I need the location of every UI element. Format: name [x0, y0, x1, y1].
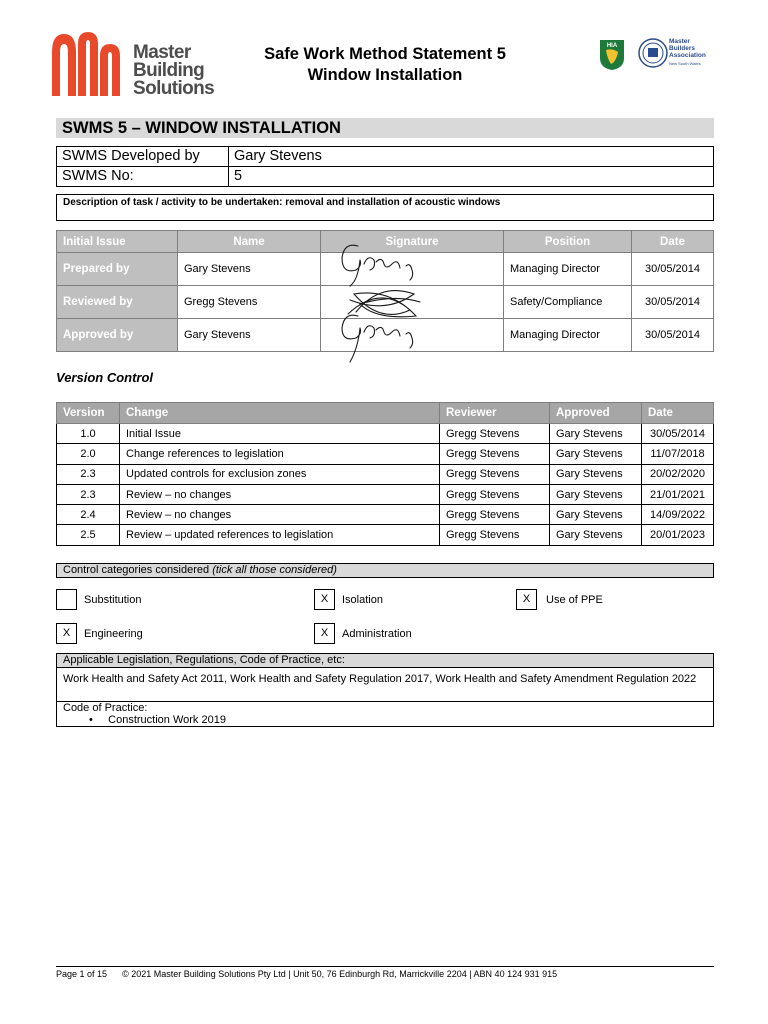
- reviewer-cell: Gregg Stevens: [440, 424, 550, 444]
- engineering-label: Engineering: [84, 628, 143, 640]
- version-cell: 2.0: [57, 444, 120, 464]
- col-signature: Signature: [321, 231, 504, 253]
- col-version: Version: [57, 403, 120, 424]
- control-categories-heading: [56, 563, 714, 578]
- isolation-label: Isolation: [342, 594, 383, 606]
- swms-info-table: [56, 146, 714, 187]
- role-cell: Prepared by: [57, 253, 178, 286]
- approved-cell: Gary Stevens: [550, 424, 642, 444]
- mba-subtitle: New South Wales: [669, 61, 701, 66]
- col-date: Date: [632, 231, 714, 253]
- legislation-text: Work Health and Safety Act 2011, Work Health and Safety Regulation 2017, Work Health and Safety Amendment Regulation 2022: [57, 668, 713, 702]
- name-cell: Gary Stevens: [178, 319, 321, 352]
- date-cell: 11/07/2018: [642, 444, 714, 464]
- reviewer-cell: Gregg Stevens: [440, 505, 550, 525]
- code-of-practice: [57, 702, 713, 726]
- isolation-checkbox[interactable]: X: [314, 589, 335, 610]
- code-of-practice-item: Construction Work 2019: [108, 714, 226, 726]
- change-cell: Review – no changes: [120, 505, 440, 525]
- table-row: [57, 464, 714, 484]
- version-control-heading: Version Control: [56, 370, 154, 385]
- approved-cell: Gary Stevens: [550, 505, 642, 525]
- swms-no-value: 5: [229, 167, 714, 187]
- logo-line-3: Solutions: [133, 78, 215, 99]
- code-of-practice-label: Code of Practice:: [63, 702, 148, 714]
- ppe-checkbox[interactable]: X: [516, 589, 537, 610]
- col-change: Change: [120, 403, 440, 424]
- position-cell: Safety/Compliance: [504, 286, 632, 319]
- version-cell: 2.3: [57, 464, 120, 484]
- name-cell: Gregg Stevens: [178, 286, 321, 319]
- version-control-table: [56, 402, 714, 546]
- version-header-row: [57, 403, 714, 424]
- table-row: [57, 424, 714, 444]
- signature-cell: [321, 253, 504, 286]
- mba-line-3: Association: [669, 52, 706, 59]
- table-row: [57, 525, 714, 545]
- administration-checkbox[interactable]: X: [314, 623, 335, 644]
- table-row: [57, 505, 714, 525]
- page-footer: [56, 969, 557, 979]
- change-cell: Initial Issue: [120, 424, 440, 444]
- approved-cell: Gary Stevens: [550, 484, 642, 504]
- footer-divider: [56, 966, 714, 967]
- reviewer-cell: Gregg Stevens: [440, 444, 550, 464]
- table-row: [57, 253, 714, 286]
- task-description: Description of task / activity to be undertaken: removal and installation of acoustic windows: [56, 194, 714, 221]
- swms-no-label: SWMS No:: [57, 167, 229, 187]
- position-cell: Managing Director: [504, 319, 632, 352]
- date-cell: 30/05/2014: [632, 253, 714, 286]
- role-cell: Approved by: [57, 319, 178, 352]
- issue-header-row: [57, 231, 714, 253]
- control-categories-note: (tick all those considered): [212, 564, 337, 576]
- date-cell: 30/05/2014: [632, 286, 714, 319]
- company-logo: [50, 32, 220, 98]
- logo-line-1: Master: [133, 42, 191, 63]
- table-row: [57, 286, 714, 319]
- change-cell: Updated controls for exclusion zones: [120, 464, 440, 484]
- control-categories-title: Control categories considered: [63, 564, 210, 576]
- administration-label: Administration: [342, 628, 412, 640]
- col-initial-issue: Initial Issue: [57, 231, 178, 253]
- date-cell: 20/02/2020: [642, 464, 714, 484]
- mba-line-2: Builders: [669, 45, 696, 52]
- col-position: Position: [504, 231, 632, 253]
- signature-cell: [321, 286, 504, 319]
- version-cell: 2.4: [57, 505, 120, 525]
- change-cell: Change references to legislation: [120, 444, 440, 464]
- approved-cell: Gary Stevens: [550, 444, 642, 464]
- col-approved: Approved: [550, 403, 642, 424]
- ppe-label: Use of PPE: [546, 594, 603, 606]
- approved-cell: Gary Stevens: [550, 464, 642, 484]
- position-cell: Managing Director: [504, 253, 632, 286]
- table-row: [57, 319, 714, 352]
- mba-wordmark: [669, 38, 706, 59]
- name-cell: Gary Stevens: [178, 253, 321, 286]
- footer-copyright: © 2021 Master Building Solutions Pty Ltd | Unit 50, 76 Edinburgh Rd, Marrickville 2204 | ABN 40 124 931 915: [122, 969, 558, 979]
- role-cell: Reviewed by: [57, 286, 178, 319]
- section-title: SWMS 5 – WINDOW INSTALLATION: [56, 118, 714, 138]
- title-line-1: Safe Work Method Statement 5: [264, 45, 506, 63]
- legislation-box: [56, 653, 714, 727]
- date-cell: 30/05/2014: [632, 319, 714, 352]
- logo-wordmark: [133, 44, 214, 98]
- mba-line-1: Master: [669, 38, 690, 45]
- logo-mark-icon: [50, 32, 130, 98]
- developed-by-label: SWMS Developed by: [57, 147, 229, 167]
- substitution-checkbox[interactable]: [56, 589, 77, 610]
- date-cell: 21/01/2021: [642, 484, 714, 504]
- col-reviewer: Reviewer: [440, 403, 550, 424]
- date-cell: 14/09/2022: [642, 505, 714, 525]
- version-cell: 1.0: [57, 424, 120, 444]
- developed-by-value: Gary Stevens: [229, 147, 714, 167]
- engineering-checkbox[interactable]: X: [56, 623, 77, 644]
- change-cell: Review – no changes: [120, 484, 440, 504]
- issue-table: [56, 230, 714, 352]
- signature-cell: [321, 319, 504, 352]
- version-cell: 2.3: [57, 484, 120, 504]
- table-row: [57, 484, 714, 504]
- reviewer-cell: Gregg Stevens: [440, 484, 550, 504]
- date-cell: 20/01/2023: [642, 525, 714, 545]
- title-line-2: Window Installation: [307, 66, 463, 84]
- version-cell: 2.5: [57, 525, 120, 545]
- table-row: [57, 147, 714, 167]
- date-cell: 30/05/2014: [642, 424, 714, 444]
- logo-line-2: Building: [133, 60, 205, 81]
- svg-text:HIA: HIA: [606, 43, 618, 49]
- substitution-label: Substitution: [84, 594, 142, 606]
- list-item: • Construction Work 2019: [89, 714, 226, 726]
- table-row: [57, 167, 714, 187]
- document-title: [230, 44, 540, 86]
- approved-cell: Gary Stevens: [550, 525, 642, 545]
- reviewer-cell: Gregg Stevens: [440, 525, 550, 545]
- legislation-heading: Applicable Legislation, Regulations, Code of Practice, etc:: [57, 654, 713, 668]
- table-row: [57, 444, 714, 464]
- reviewer-cell: Gregg Stevens: [440, 464, 550, 484]
- col-name: Name: [178, 231, 321, 253]
- page-number: Page 1 of 15: [56, 969, 108, 979]
- change-cell: Review – updated references to legislation: [120, 525, 440, 545]
- col-date: Date: [642, 403, 714, 424]
